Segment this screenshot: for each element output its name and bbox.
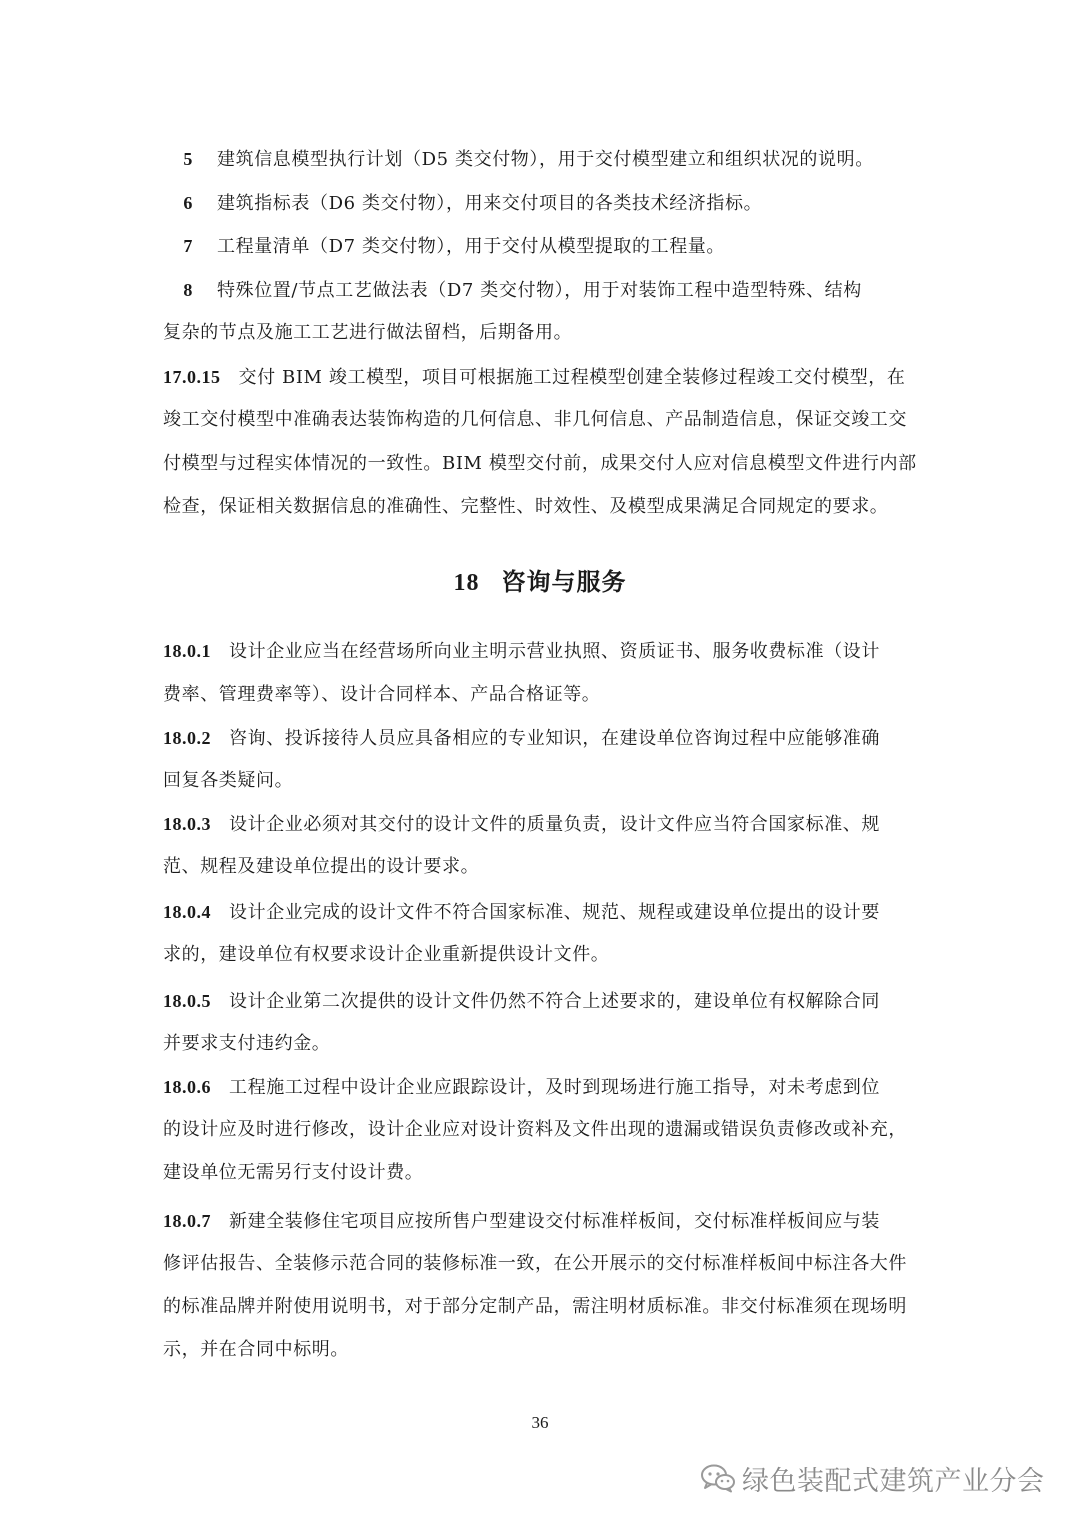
- clause-text-line: 建设单位无需另行支付设计费。: [163, 1162, 424, 1183]
- section-title: 咨询与服务: [501, 567, 627, 596]
- list-item-7: [163, 235, 923, 258]
- list-item-text: 建筑指标表（D6 类交付物），用来交付项目的各类技术经济指标。: [217, 193, 763, 214]
- clause-number: 18.0.3: [163, 814, 211, 834]
- clause-number: 18.0.4: [163, 902, 211, 922]
- wechat-icon: [700, 1463, 736, 1493]
- clause-text-line: 的设计应及时进行修改，设计企业应对设计资料及文件出现的遗漏或错误负责修改或补充，: [163, 1119, 907, 1140]
- clause-number: 18.0.2: [163, 728, 211, 748]
- clause-number: 18.0.7: [163, 1211, 211, 1231]
- clause-text-line: 付模型与过程实体情况的一致性。BIM 模型交付前，成果交付人应对信息模型文件进行内部: [163, 453, 917, 474]
- clause-text-line: 的标准品牌并附使用说明书，对于部分定制产品，需注明材质标准。非交付标准须在现场明: [163, 1296, 907, 1317]
- clause-18-0-4: [163, 901, 923, 924]
- clause-text-line: 示，并在合同中标明。: [163, 1339, 349, 1360]
- list-item-5: [163, 148, 923, 171]
- clause-18-0-7: [163, 1210, 923, 1233]
- clause-text-line: 求的，建设单位有权要求设计企业重新提供设计文件。: [163, 944, 610, 965]
- watermark: [700, 1458, 1060, 1498]
- clause-number: 18.0.5: [163, 991, 211, 1011]
- page-number: 36: [531, 1413, 549, 1432]
- clause-text: 交付 BIM 竣工模型，项目可根据施工过程模型创建全装修过程竣工交付模型，在: [238, 367, 906, 388]
- section-number: 18: [453, 570, 480, 596]
- clause-text-line: 范、规程及建设单位提出的设计要求。: [163, 856, 480, 877]
- list-item-text: 特殊位置/节点工艺做法表（D7 类交付物），用于对装饰工程中造型特殊、结构: [217, 280, 862, 301]
- clause-text-line: 回复各类疑问。: [163, 770, 294, 791]
- list-item-6: [163, 192, 923, 215]
- list-item-8-continuation: 复杂的节点及施工工艺进行做法留档，后期备用。: [163, 322, 573, 343]
- watermark-text: 绿色装配式建筑产业分会: [742, 1465, 1045, 1497]
- list-item-number: 6: [183, 193, 193, 213]
- clause-text: 咨询、投诉接待人员应具备相应的专业知识，在建设单位咨询过程中应能够准确: [229, 728, 880, 749]
- clause-18-0-5: [163, 990, 923, 1013]
- clause-17-0-15: [163, 366, 923, 389]
- clause-text-line: 修评估报告、全装修示范合同的装修标准一致，在公开展示的交付标准样板间中标注各大件: [163, 1253, 907, 1274]
- clause-text-line: 费率、管理费率等）、设计合同样本、产品合格证等。: [163, 684, 601, 705]
- clause-text: 工程施工过程中设计企业应跟踪设计，及时到现场进行施工指导，对未考虑到位: [229, 1077, 880, 1098]
- list-item-8: [163, 279, 923, 302]
- clause-text: 新建全装修住宅项目应按所售户型建设交付标准样板间，交付标准样板间应与装: [229, 1211, 880, 1232]
- clause-number: 17.0.15: [163, 367, 221, 387]
- section-heading: [0, 562, 1080, 597]
- list-item-number: 7: [183, 236, 193, 256]
- list-item-text: 工程量清单（D7 类交付物），用于交付从模型提取的工程量。: [217, 236, 726, 257]
- clause-text: 设计企业应当在经营场所向业主明示营业执照、资质证书、服务收费标准（设计: [229, 641, 880, 662]
- clause-18-0-3: [163, 813, 923, 836]
- clause-text: 设计企业必须对其交付的设计文件的质量负责，设计文件应当符合国家标准、规: [229, 814, 880, 835]
- clause-number: 18.0.1: [163, 641, 211, 661]
- list-item-number: 5: [183, 149, 193, 169]
- clause-18-0-1: [163, 640, 923, 663]
- clause-number: 18.0.6: [163, 1077, 211, 1097]
- list-item-text: 建筑信息模型执行计划（D5 类交付物），用于交付模型建立和组织状况的说明。: [217, 149, 874, 170]
- list-item-number: 8: [183, 280, 193, 300]
- clause-text-line: 检查，保证相关数据信息的准确性、完整性、时效性、及模型成果满足合同规定的要求。: [163, 496, 889, 517]
- clause-18-0-2: [163, 727, 923, 750]
- clause-18-0-6: [163, 1076, 923, 1099]
- clause-text-line: 竣工交付模型中准确表达装饰构造的几何信息、非几何信息、产品制造信息，保证交竣工交: [163, 409, 907, 430]
- clause-text-line: 并要求支付违约金。: [163, 1033, 331, 1054]
- clause-text: 设计企业第二次提供的设计文件仍然不符合上述要求的，建设单位有权解除合同: [229, 991, 880, 1012]
- clause-text: 设计企业完成的设计文件不符合国家标准、规范、规程或建设单位提出的设计要: [229, 902, 880, 923]
